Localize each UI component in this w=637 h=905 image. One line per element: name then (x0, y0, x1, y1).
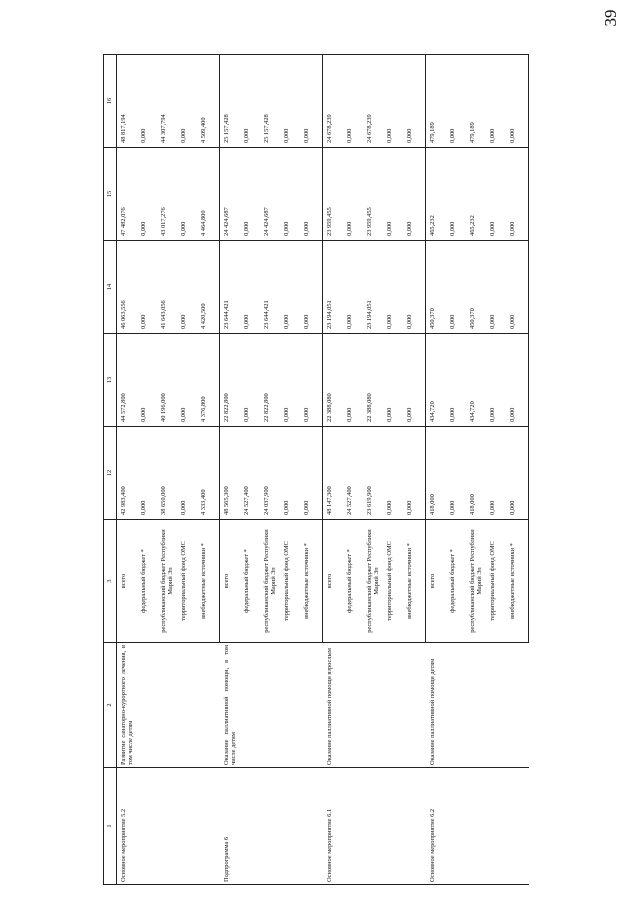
amount-cell: 0,000 (139, 241, 159, 334)
amount-cell: 44 572,800 (117, 334, 140, 427)
amount-cell: 24 424,687 (220, 148, 243, 241)
program-name-cell: Подпрограмма 6 (220, 768, 323, 885)
amount-cell: 0,000 (488, 241, 508, 334)
amount-cell: 38 650,000 (159, 427, 179, 520)
amount-cell: 0,000 (302, 334, 323, 427)
amount-cell: 0,000 (302, 55, 323, 148)
amount-cell: 450,370 (468, 241, 488, 334)
amount-cell: 465,232 (468, 148, 488, 241)
amount-cell: 0,000 (282, 55, 302, 148)
amount-cell: 42 983,400 (117, 427, 140, 520)
amount-cell: 0,000 (448, 427, 468, 520)
header-row (104, 55, 117, 885)
amount-cell: 0,000 (488, 427, 508, 520)
amount-cell: 4 464,800 (199, 148, 220, 241)
amount-cell: 0,000 (448, 334, 468, 427)
funding-source-cell: всего (117, 520, 140, 643)
amount-cell: 48 817,194 (117, 55, 140, 148)
amount-cell: 0,000 (282, 427, 302, 520)
amount-cell: 0,000 (448, 148, 468, 241)
funding-source-cell: республиканский бюджет Республики Марий Эл (262, 520, 282, 643)
amount-cell: 0,000 (179, 55, 199, 148)
amount-cell: 0,000 (242, 241, 262, 334)
amount-cell: 0,000 (139, 427, 159, 520)
amount-cell: 0,000 (345, 148, 365, 241)
amount-cell: 23 194,051 (323, 241, 346, 334)
amount-cell: 0,000 (179, 148, 199, 241)
amount-cell: 22 388,080 (365, 334, 385, 427)
amount-cell: 22 388,080 (323, 334, 346, 427)
amount-cell: 47 482,076 (117, 148, 140, 241)
amount-cell: 4 509,400 (199, 55, 220, 148)
amount-cell: 0,000 (139, 55, 159, 148)
table-row (220, 55, 243, 885)
header-col-12: 12 (104, 427, 117, 520)
amount-cell: 0,000 (385, 334, 405, 427)
amount-cell: 0,000 (242, 148, 262, 241)
amount-cell: 0,000 (488, 148, 508, 241)
amount-cell: 0,000 (139, 334, 159, 427)
amount-cell: 23 619,900 (365, 427, 385, 520)
amount-cell: 0,000 (488, 55, 508, 148)
amount-cell: 48 147,300 (323, 427, 346, 520)
table-row (323, 55, 346, 885)
amount-cell: 23 959,455 (365, 148, 385, 241)
program-name-cell: Основное мероприятие 6.2 (426, 768, 529, 885)
amount-cell: 22 822,800 (262, 334, 282, 427)
amount-cell: 4 333,400 (199, 427, 220, 520)
program-description-cell: Оказание паллиативной помощи взрослым (323, 643, 426, 768)
program-name-cell: Основное мероприятие 5.2 (117, 768, 220, 885)
header-col-3: 3 (104, 520, 117, 643)
amount-cell: 0,000 (345, 241, 365, 334)
funding-source-cell: территориальный фонд ОМС (179, 520, 199, 643)
amount-cell: 0,000 (488, 334, 508, 427)
amount-cell: 24 678,239 (365, 55, 385, 148)
amount-cell: 0,000 (345, 55, 365, 148)
header-col-2: 2 (104, 643, 117, 768)
program-description-cell: Оказание паллиативной помощи, в том числе детям (220, 643, 323, 768)
funding-source-cell: федеральный бюджет * (139, 520, 159, 643)
funding-source-cell: республиканский бюджет Республики Марий Эл (159, 520, 179, 643)
amount-cell: 4 376,800 (199, 334, 220, 427)
amount-cell: 479,189 (468, 55, 488, 148)
amount-cell: 0,000 (385, 55, 405, 148)
header-col-1: 1 (104, 768, 117, 885)
funding-source-cell: республиканский бюджет Республики Марий Эл (365, 520, 385, 643)
amount-cell: 0,000 (242, 334, 262, 427)
funding-source-cell: федеральный бюджет * (448, 520, 468, 643)
amount-cell: 0,000 (302, 427, 323, 520)
amount-cell: 0,000 (508, 241, 529, 334)
amount-cell: 0,000 (448, 241, 468, 334)
page-number: 39 (601, 9, 620, 27)
funding-source-cell: всего (426, 520, 449, 643)
amount-cell: 0,000 (302, 148, 323, 241)
program-description-cell: Оказание паллиативной помощи детям (426, 643, 529, 768)
amount-cell: 0,000 (448, 55, 468, 148)
funding-source-cell: территориальный фонд ОМС (282, 520, 302, 643)
amount-cell: 0,000 (405, 241, 426, 334)
amount-cell: 24 678,239 (323, 55, 346, 148)
rotated-table-container (103, 55, 637, 885)
amount-cell: 0,000 (282, 241, 302, 334)
amount-cell: 23 644,421 (220, 241, 243, 334)
amount-cell: 40 196,000 (159, 334, 179, 427)
table-body (117, 55, 529, 885)
amount-cell: 465,232 (426, 148, 449, 241)
funding-source-cell: территориальный фонд ОМС (385, 520, 405, 643)
amount-cell: 25 157,428 (220, 55, 243, 148)
amount-cell: 0,000 (508, 148, 529, 241)
amount-cell: 0,000 (508, 334, 529, 427)
funding-source-cell: внебюджетные источники * (405, 520, 426, 643)
table-row (426, 55, 449, 885)
amount-cell: 23 194,051 (365, 241, 385, 334)
funding-source-cell: территориальный фонд ОМС (488, 520, 508, 643)
program-name-cell: Основное мероприятие 6.1 (323, 768, 426, 885)
amount-cell: 25 157,428 (262, 55, 282, 148)
header-col-15: 15 (104, 148, 117, 241)
amount-cell: 418,000 (426, 427, 449, 520)
amount-cell: 0,000 (405, 334, 426, 427)
amount-cell: 0,000 (508, 427, 529, 520)
amount-cell: 44 307,794 (159, 55, 179, 148)
header-col-16: 16 (104, 55, 117, 148)
amount-cell: 0,000 (282, 334, 302, 427)
funding-source-cell: республиканский бюджет Республики Марий Эл (468, 520, 488, 643)
amount-cell: 418,000 (468, 427, 488, 520)
amount-cell: 0,000 (508, 55, 529, 148)
funding-source-cell: федеральный бюджет * (242, 520, 262, 643)
amount-cell: 434,720 (468, 334, 488, 427)
amount-cell: 48 565,300 (220, 427, 243, 520)
amount-cell: 0,000 (302, 241, 323, 334)
funding-source-cell: всего (323, 520, 346, 643)
funding-source-cell: внебюджетные источники * (302, 520, 323, 643)
amount-cell: 0,000 (405, 427, 426, 520)
amount-cell: 24 424,687 (262, 148, 282, 241)
amount-cell: 0,000 (345, 334, 365, 427)
amount-cell: 24 527,400 (242, 427, 262, 520)
budget-table (103, 54, 529, 885)
amount-cell: 0,000 (242, 55, 262, 148)
amount-cell: 46 063,556 (117, 241, 140, 334)
amount-cell: 24 037,900 (262, 427, 282, 520)
amount-cell: 23 644,421 (262, 241, 282, 334)
amount-cell: 450,370 (426, 241, 449, 334)
amount-cell: 0,000 (139, 148, 159, 241)
funding-source-cell: внебюджетные источники * (508, 520, 529, 643)
amount-cell: 0,000 (385, 148, 405, 241)
amount-cell: 479,189 (426, 55, 449, 148)
amount-cell: 0,000 (385, 241, 405, 334)
funding-source-cell: федеральный бюджет * (345, 520, 365, 643)
header-col-14: 14 (104, 241, 117, 334)
amount-cell: 4 420,500 (199, 241, 220, 334)
table-row (117, 55, 140, 885)
amount-cell: 41 643,056 (159, 241, 179, 334)
amount-cell: 22 822,800 (220, 334, 243, 427)
funding-source-cell: внебюджетные источники * (199, 520, 220, 643)
amount-cell: 434,720 (426, 334, 449, 427)
amount-cell: 23 959,455 (323, 148, 346, 241)
amount-cell: 43 017,276 (159, 148, 179, 241)
amount-cell: 0,000 (405, 148, 426, 241)
amount-cell: 0,000 (282, 148, 302, 241)
program-description-cell: Развитие санаторно-курортного лечения, в том числе детям (117, 643, 220, 768)
amount-cell: 24 527,400 (345, 427, 365, 520)
amount-cell: 0,000 (405, 55, 426, 148)
amount-cell: 0,000 (179, 334, 199, 427)
amount-cell: 0,000 (179, 241, 199, 334)
amount-cell: 0,000 (385, 427, 405, 520)
header-col-13: 13 (104, 334, 117, 427)
funding-source-cell: всего (220, 520, 243, 643)
amount-cell: 0,000 (179, 427, 199, 520)
